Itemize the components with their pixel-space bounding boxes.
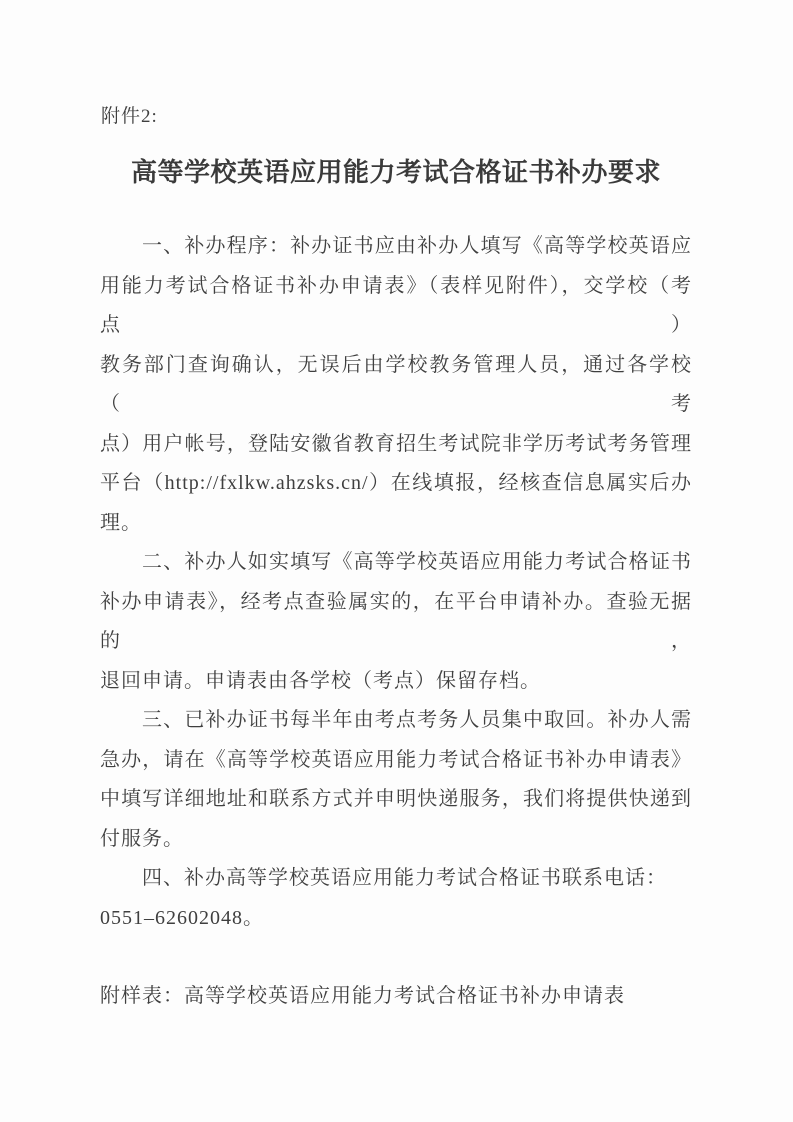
paragraph-3 bbox=[100, 701, 692, 859]
body-line: 用能力考试合格证书补办申请表》（表样见附件），交学校（考点） bbox=[100, 274, 692, 336]
body-line: 一、补办程序：补办证书应由补办人填写《高等学校英语应 bbox=[142, 235, 692, 257]
body-line: 中填写详细地址和联系方式并申明快递服务，我们将提供快递到 bbox=[100, 788, 692, 810]
phone-number-line: 0551–62602048。 bbox=[100, 906, 264, 929]
document-title: 高等学校英语应用能力考试合格证书补办要求 bbox=[130, 158, 661, 187]
attachment-label: 附件2: bbox=[101, 106, 158, 127]
body-line: 二、补办人如实填写《高等学校英语应用能力考试合格证书 bbox=[142, 551, 692, 573]
body-line: 付服务。 bbox=[100, 827, 184, 850]
body-line: 理。 bbox=[100, 511, 142, 534]
appendix-note: 附样表：高等学校英语应用能力考试合格证书补办申请表 bbox=[100, 985, 625, 1007]
body-line: 急办，请在《高等学校英语应用能力考试合格证书补办申请表》 bbox=[100, 748, 692, 771]
body-line: 教务部门查询确认，无误后由学校教务管理人员，通过各学校（考 bbox=[100, 353, 692, 415]
paragraph-1 bbox=[100, 227, 692, 543]
body-line: 平台（http://fxlkw.ahzsks.cn/）在线填报，经核查信息属实后办 bbox=[100, 472, 692, 494]
body-line: 补办申请表》，经考点查验属实的，在平台申请补办。查验无据的， bbox=[100, 590, 692, 652]
paragraph-2 bbox=[100, 543, 692, 701]
body-line: 四、补办高等学校英语应用能力考试合格证书联系电话： bbox=[142, 867, 667, 889]
body-line: 退回申请。申请表由各学校（考点）保留存档。 bbox=[100, 669, 541, 692]
body-line: 三、已补办证书每半年由考点考务人员集中取回。补办人需 bbox=[142, 709, 692, 731]
body-line: 点）用户帐号，登陆安徽省教育招生考试院非学历考试考务管理 bbox=[100, 432, 692, 455]
paragraph-4 bbox=[100, 859, 692, 938]
document-body bbox=[100, 227, 692, 1017]
